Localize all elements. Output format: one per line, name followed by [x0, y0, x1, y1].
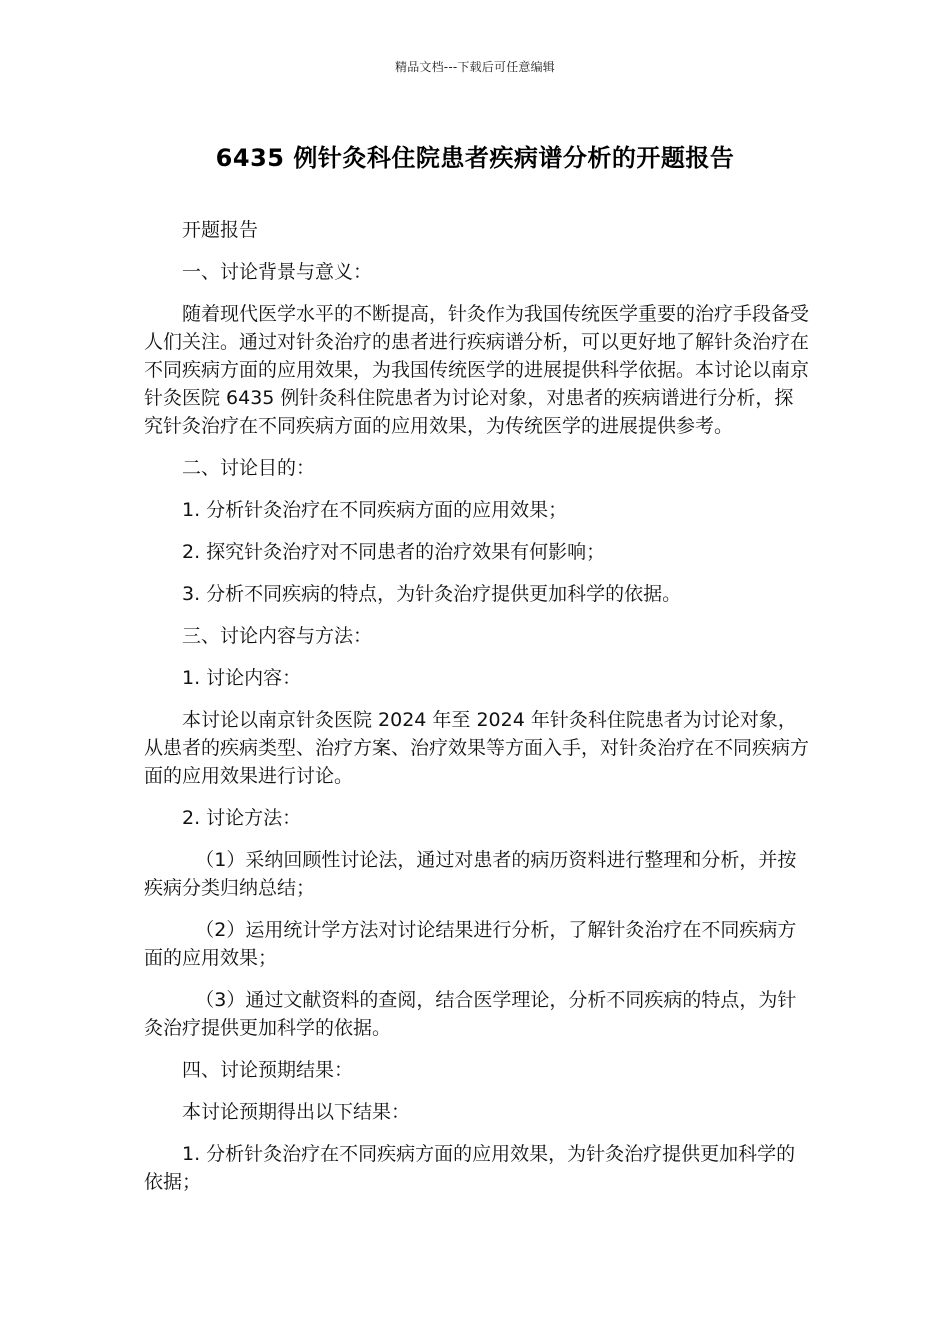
purpose-item-2: 2. 探究针灸治疗对不同患者的治疗效果有何影响； — [182, 541, 606, 563]
section-label: 开题报告 — [182, 219, 259, 241]
header-note: 精品文档---下载后可任意编辑 — [395, 60, 555, 74]
section-heading-expected-results: 四、讨论预期结果： — [182, 1059, 354, 1081]
section-heading-background: 一、讨论背景与意义： — [182, 261, 373, 283]
section-heading-content-method: 三、讨论内容与方法： — [182, 625, 373, 647]
expected-result-item-1: 1. 分析针灸治疗在不同疾病方面的应用效果，为针灸治疗提供更加科学的依据； — [144, 1143, 796, 1193]
method-item-3: （3）通过文献资料的查阅，结合医学理论，分析不同疾病的特点，为针灸治疗提供更加科学的依据。 — [144, 989, 797, 1039]
purpose-item-3: 3. 分析不同疾病的特点，为针灸治疗提供更加科学的依据。 — [182, 583, 682, 605]
method-item-2: （2）运用统计学方法对讨论结果进行分析，了解针灸治疗在不同疾病方面的应用效果； — [144, 919, 797, 969]
expected-results-intro: 本讨论预期得出以下结果： — [182, 1101, 411, 1123]
content-paragraph: 本讨论以南京针灸医院 2024 年至 2024 年针灸科住院患者为讨论对象，从患者的疾病类型、治疗方案、治疗效果等方面入手，对针灸治疗在不同疾病方面的应用效果进行讨论。 — [144, 709, 810, 787]
background-paragraph: 随着现代医学水平的不断提高，针灸作为我国传统医学重要的治疗手段备受人们关注。通过对针灸治疗的患者进行疾病谱分析，可以更好地了解针灸治疗在不同疾病方面的应用效果，为我国传统医学的进展提供科学依据。本讨论以南京针灸医院 6435 例针灸科住院患者为讨论对象，对患者的疾病谱进行分析，探究针灸治疗在不同疾病方面的应用效果，为传统医学的进展提供参考。 — [144, 303, 810, 437]
subheading-content: 1. 讨论内容： — [182, 667, 302, 689]
purpose-item-1: 1. 分析针灸治疗在不同疾病方面的应用效果； — [182, 499, 568, 521]
document-body — [144, 216, 812, 1210]
section-heading-purpose: 二、讨论目的： — [182, 457, 316, 479]
subheading-method: 2. 讨论方法： — [182, 807, 302, 829]
method-item-1: （1）采纳回顾性讨论法，通过对患者的病历资料进行整理和分析，并按疾病分类归纳总结； — [144, 849, 797, 899]
document-title: 6435 例针灸科住院患者疾病谱分析的开题报告 — [215, 144, 735, 172]
